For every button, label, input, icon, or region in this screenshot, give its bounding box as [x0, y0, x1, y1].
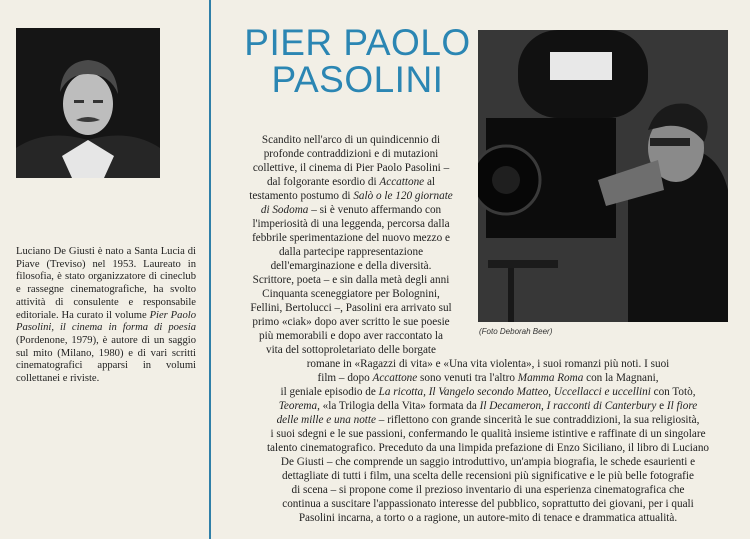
text-span: l'imperiosità di una leggenda, percorsa dalla [252, 218, 450, 230]
italic-title-text: Il Decameron, I racconti di Canterbury [479, 400, 657, 412]
body-line [234, 259, 468, 273]
body-line [234, 511, 742, 525]
body-line [234, 357, 742, 371]
text-span: Cinquanta sceneggiatore per Bolognini, [262, 288, 440, 300]
text-span: sono venuti tra l'altro [417, 372, 518, 384]
body-line [234, 231, 468, 245]
body-line [234, 455, 742, 469]
text-span: Pasolini incarna, a torto o a ragione, un autore-mito di tenace e drammatica attualità. [298, 512, 678, 524]
text-span: al [424, 176, 436, 188]
italic-title-text: Accattone [379, 176, 425, 188]
text-span: romane in «Ragazzi di vita» e «Una vita violenta», i suoi romanzi più noti. I suoi [306, 358, 670, 370]
body-line [234, 147, 468, 161]
body-line [234, 217, 468, 231]
text-span: – riflettono con grande sincerità le sue contraddizioni, la sua religiosità, [376, 414, 700, 426]
body-line [234, 161, 468, 175]
text-span: dal folgorante esordio di [266, 176, 380, 188]
text-span: collettive, il cinema di Pier Paolo Pasolini – [252, 162, 450, 174]
body-line [234, 245, 468, 259]
body-line [234, 315, 468, 329]
text-span: continua a suscitare l'appassionato interesse del pubblico, soprattutto dei giovani, per i quali [282, 498, 694, 510]
italic-title-text: Accattone [372, 372, 418, 384]
body-line [234, 399, 742, 413]
italic-title-text: Teorema [278, 400, 318, 412]
text-span: film – dopo [317, 372, 373, 384]
text-span: Scandito nell'arco di un quindicennio di [261, 134, 441, 146]
text-span: dalla partecipe rappresentazione [278, 246, 424, 258]
text-span: Fellini, Bertolucci –, Pasolini era arrivato sul [250, 302, 452, 314]
text-span: il geniale episodio de [280, 386, 379, 398]
body-line [234, 203, 468, 217]
text-span: talento cinematografico. Preceduto da una limpida prefazione di Enzo Siciliano, il libro di Luciano [266, 442, 710, 454]
text-span: vita del sottoproletariato delle borgate [265, 344, 437, 356]
body-line [234, 469, 742, 483]
text-span: con Totò, [650, 386, 696, 398]
text-span: con la Magnani, [583, 372, 659, 384]
text-span: profonde contraddizioni e di mutazioni [263, 148, 439, 160]
text-span: più memorabili e dopo aver raccontato la [259, 330, 443, 342]
body-line [234, 413, 742, 427]
text-span: i suoi sdegni e le sue passioni, confermando le qualità insieme istintive e raffinate di un singolare [270, 428, 706, 440]
body-line [234, 189, 468, 203]
text-span: De Giusti – che comprende un saggio introduttivo, un'ampia biografia, le schede esaurienti e [280, 456, 696, 468]
photo-credit: (Foto Deborah Beer) [479, 327, 553, 336]
body-line [234, 441, 742, 455]
body-line [234, 133, 468, 147]
italic-title-text: Salò o le 120 giornate [353, 190, 453, 202]
body-line [234, 343, 468, 357]
italic-title-text: di Sodoma [260, 204, 309, 216]
body-line [234, 329, 468, 343]
body-line [234, 385, 742, 399]
italic-title-text: Pier Paolo Pasolini, il cinema in forma di poesia [16, 309, 196, 334]
text-span: (Pordenone, 1979), è autore di un saggio sul mito (Milano, 1980) e di vari scritti cinematografici apparsi in volumi collettanei e riviste. [16, 334, 196, 385]
body-line [234, 371, 742, 385]
body-line [234, 273, 468, 287]
title-line-1: PIER PAOLO [244, 22, 471, 63]
title-line-2: PASOLINI [271, 59, 444, 100]
italic-title-text: delle mille e una notte [276, 414, 376, 426]
text-span: e [656, 400, 667, 412]
italic-title-text: Mamma Roma [517, 372, 584, 384]
body-line [234, 427, 742, 441]
text-span: dell'emarginazione e della diversità. [270, 260, 432, 272]
body-line [234, 497, 742, 511]
text-span: di scena – si propone come il prezioso inventario di una esperienza cinematografica che [291, 484, 685, 496]
body-line [234, 301, 468, 315]
text-span: testamento postumo di [249, 190, 354, 202]
body-line [234, 175, 468, 189]
italic-title-text: La ricotta, Il Vangelo secondo Matteo, Uccellacci e uccellini [378, 386, 651, 398]
body-line [234, 483, 742, 497]
text-span: Scrittore, poeta – e sin dalla metà degli anni [252, 274, 450, 286]
text-span: dettagliate di tutti i film, una scelta delle recensioni più significative e le più belle fotografie [282, 470, 694, 482]
italic-title-text: Il fiore [666, 400, 698, 412]
text-span: – si è venuto affermando con [308, 204, 442, 216]
body-line [234, 287, 468, 301]
text-span: Luciano De Giusti è nato a Santa Lucia di Piave (Treviso) nel 1953. Laureato in filosofia, è stato organizzatore di cineclub e rassegne cinematografiche, ha svolto attività di consulente e responsabile editoriale. Ha curato il volume [16, 246, 196, 321]
text-span: febbrile sperimentazione del nuovo mezzo e [252, 232, 450, 244]
text-span: primo «ciak» dopo aver scritto le sue poesie [252, 316, 450, 328]
text-span: , «la Trilogia della Vita» formata da [317, 400, 480, 412]
